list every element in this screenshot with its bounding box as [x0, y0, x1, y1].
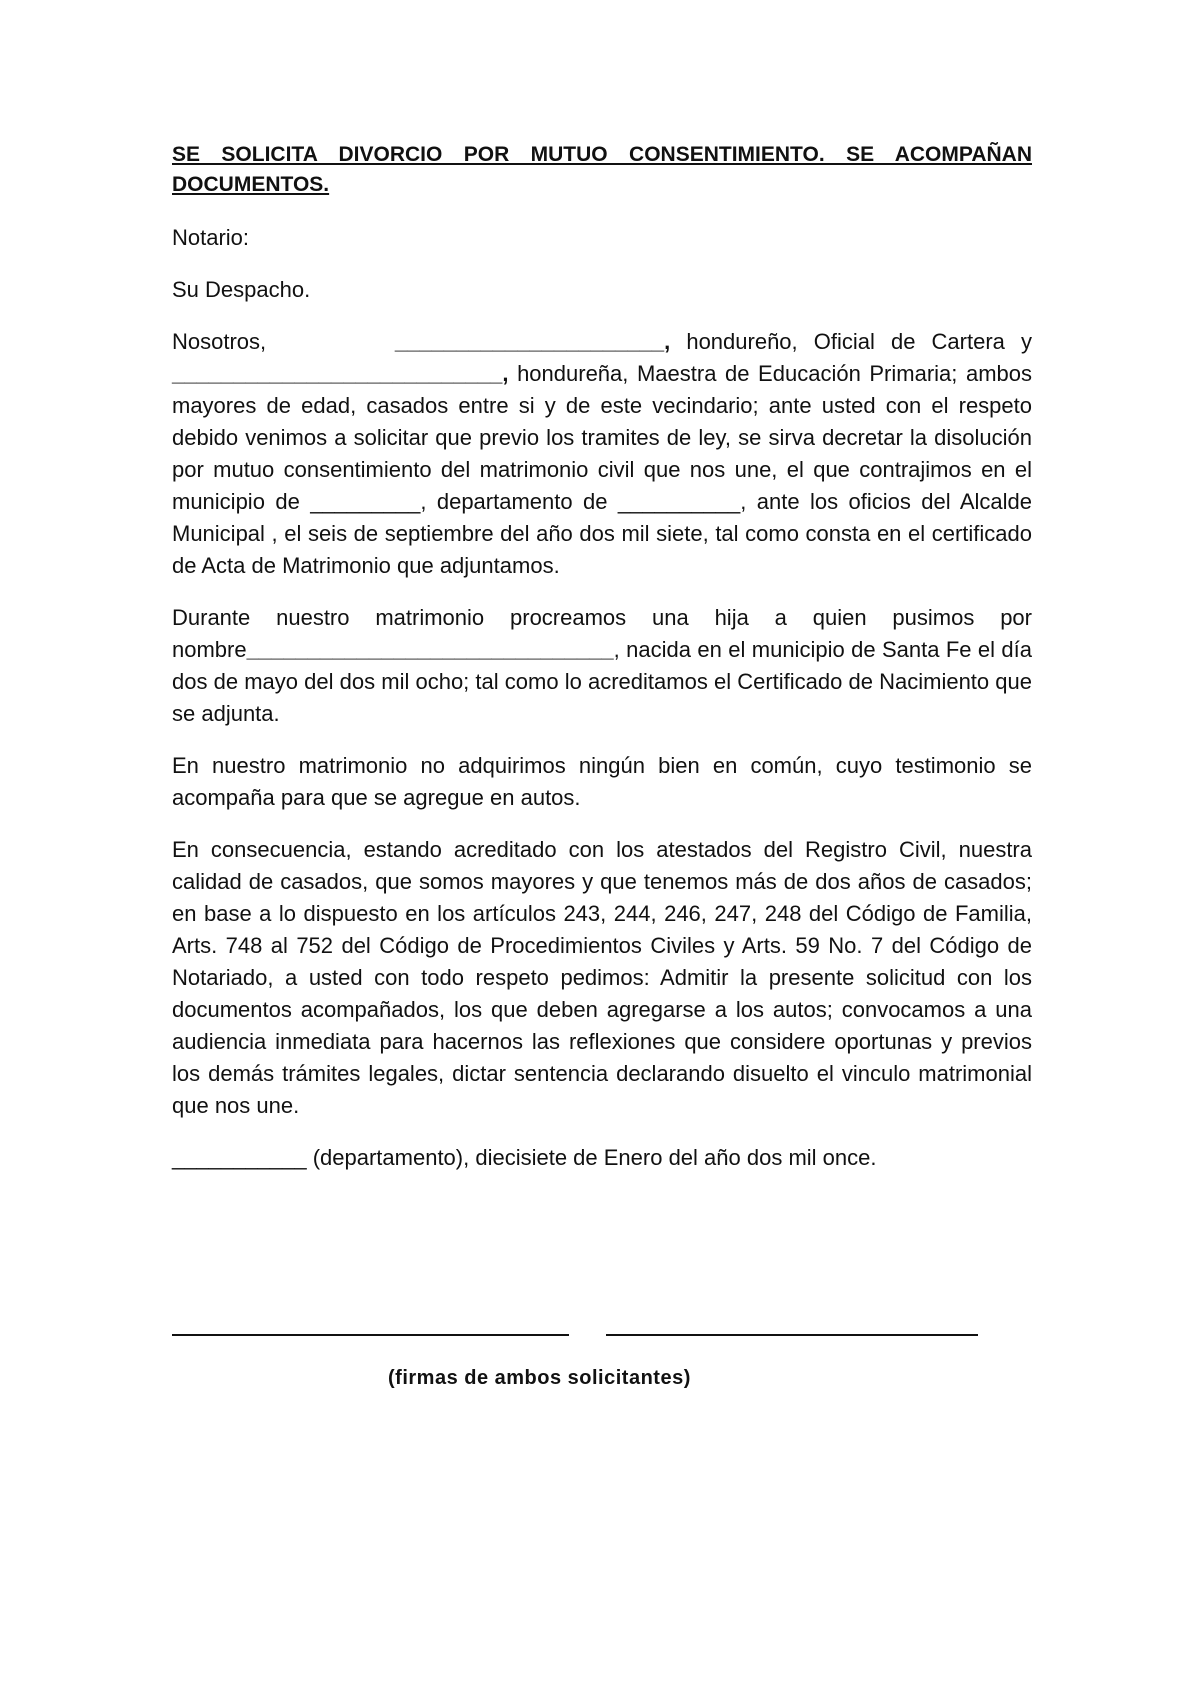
paragraph-petitioners-start: Nosotros, — [172, 329, 267, 354]
signature-row — [172, 1318, 1032, 1348]
document-page — [172, 140, 1032, 1194]
paragraph-place-date: ___________ (departamento), diecisiete de Enero del año dos mil once. — [172, 1145, 877, 1170]
paragraph-child-start: Durante nuestro matrimonio procreamos una hija a quien pusimos por nombre — [172, 605, 1032, 662]
blank-child-name: ______________________________ — [246, 637, 614, 662]
recipient-line-2: Su Despacho. — [172, 277, 311, 302]
signature-line-2 — [606, 1334, 978, 1336]
paragraph-request: En consecuencia, estando acreditado con los atestados del Registro Civil, nuestra calidad de casados, que somos mayores y que tenemos más de dos años de casados; en base a lo dispuesto en los artículos 243, 244, 246, 247, 248 del Código de Familia, Arts. 748 al 752 del Código de Procedimientos Civiles y Arts. 59 No. 7 del Código de Notariado, a usted con todo respeto pedimos: Admitir la presente solicitud con los documentos acompañados, los que deben agregarse a los autos; convocamos a una audiencia inmediata para hacernos las reflexiones que considere oportunas y previos los demás trámites legales, dictar sentencia declarando disuelto el vinculo matrimonial que nos une. — [172, 837, 1032, 1118]
paragraph-child — [172, 602, 1032, 730]
recipient-line-1: Notario: — [172, 225, 250, 250]
signature-caption: (firmas de ambos solicitantes) — [388, 1367, 691, 1389]
blank-name-2: ___________________________, — [172, 361, 509, 386]
document-title: SE SOLICITA DIVORCIO POR MUTUO CONSENTIMIENTO. SE ACOMPAÑAN DOCUMENTOS. — [172, 143, 1032, 196]
paragraph-petitioners — [172, 326, 1032, 582]
paragraph-child-rest: , nacida en el municipio de Santa Fe el día dos de mayo del dos mil ocho; tal como lo acreditamos el Certificado de Nacimiento que se adjunta. — [172, 637, 1032, 726]
paragraph-property: En nuestro matrimonio no adquirimos ningún bien en común, cuyo testimonio se acompaña para que se agregue en autos. — [172, 753, 1032, 810]
blank-name-1: ______________________, — [394, 329, 671, 354]
signature-line-1 — [172, 1334, 569, 1336]
paragraph-petitioners-part3: hondureña, Maestra de Educación Primaria; ambos mayores de edad, casados entre si y de este vecindario; ante usted con el respeto debido venimos a solicitar que previo los tramites de ley, se sirva decretar la disolución por mutuo consentimiento del matrimonio civil que nos une, el que contrajimos en el municipio de _________, departamento de __________, ante los oficios del Alcalde Municipal , el seis de septiembre del año dos mil siete, tal como consta en el certificado de Acta de Matrimonio que adjuntamos. — [172, 361, 1032, 578]
paragraph-petitioners-part2: hondureño, Oficial de Cartera y — [686, 329, 1032, 354]
